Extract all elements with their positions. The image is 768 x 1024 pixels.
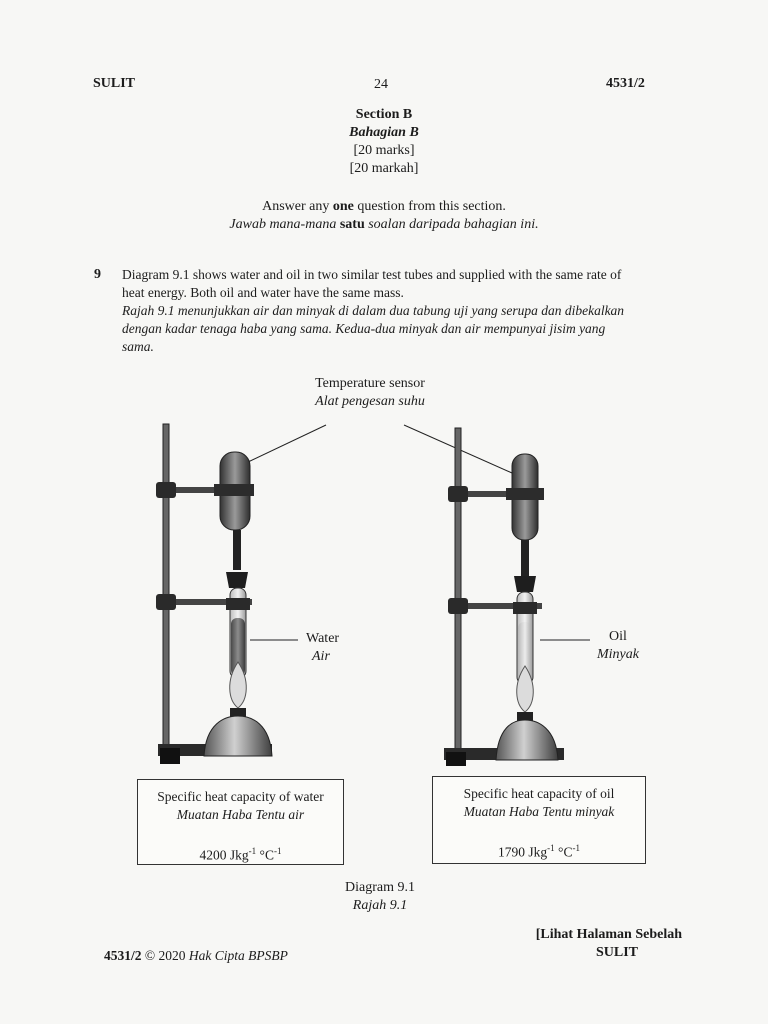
sensor-label-en: Temperature sensor [315,376,425,391]
question-ms-line1: Rajah 9.1 menunjukkan air dan minyak di dalam dua tabung uji yang serupa dan dibekalkan [122,303,625,318]
oil-box-value [433,839,645,862]
water-label [306,630,339,666]
footer-sulit: SULIT [595,945,638,960]
header-code: 4531/2 [606,76,645,91]
water-label-en: Water [306,631,340,646]
oil-label [590,628,646,664]
footer-right [524,926,682,962]
section-title-ms: Bahagian B [349,125,419,140]
header-sulit: SULIT [93,76,136,91]
oil-box-title: Specific heat capacity of oil [463,786,615,801]
question-en-line2: heat energy. Both oil and water have the same mass. [122,285,404,300]
oil-label-en: Oil [609,629,627,644]
oil-exp1: -1 [547,843,555,853]
water-label-ms: Air [312,649,330,664]
footer-copyright-owner: Hak Cipta BPSBP [188,948,288,963]
sensor-label [270,375,470,411]
instruction-en-bold: one [332,199,354,214]
instruction-ms-bold: satu [339,217,365,232]
water-heat-capacity-box [137,779,344,865]
question-ms-line3: sama. [122,339,154,354]
question-number: 9 [94,267,101,282]
footer-next-page: [Lihat Halaman Sebelah [535,927,682,942]
instruction-en-post: question from this section. [353,199,506,214]
water-box-value [138,842,343,865]
oil-exp2: -1 [572,843,580,853]
water-exp2: -1 [273,846,282,856]
instruction-ms-pre: Jawab mana-mana [229,217,340,232]
section-marks: [20 marks] [353,143,415,158]
question-en-line1: Diagram 9.1 shows water and oil in two similar test tubes and supplied with the same rate of [122,267,622,282]
footer-code: 4531/2 [104,948,142,963]
caption-en: Diagram 9.1 [345,880,415,895]
footer-year: © 2020 [141,948,189,963]
page-number: 24 [374,77,388,92]
water-box-title: Specific heat capacity of water [157,789,324,804]
water-apparatus [156,424,272,764]
oil-box-title-ms: Muatan Haba Tentu minyak [463,804,615,819]
oil-value: 1790 Jkg [498,844,548,860]
sensor-pointer-left [246,425,326,463]
diagram-caption [300,879,460,915]
instruction-en-pre: Answer any [262,199,333,214]
oil-apparatus [444,428,564,766]
question-ms-line2: dengan kadar tenaga haba yang sama. Kedua-dua minyak dan air mempunyai jisim yang [122,321,606,336]
footer-copyright [104,947,288,965]
water-exp1: -1 [248,846,257,856]
section-marks-ms: [20 markah] [349,161,419,176]
water-unit: °C [256,847,274,863]
caption-ms: Rajah 9.1 [352,898,408,913]
oil-unit: °C [554,844,573,860]
oil-label-ms: Minyak [597,647,639,662]
section-title: Section B [355,107,413,122]
sensor-label-ms: Alat pengesan suhu [315,394,425,409]
water-value: 4200 Jkg [199,847,249,863]
water-box-title-ms: Muatan Haba Tentu air [176,807,305,822]
oil-heat-capacity-box [432,776,646,864]
instruction-ms-post: soalan daripada bahagian ini. [364,217,539,232]
